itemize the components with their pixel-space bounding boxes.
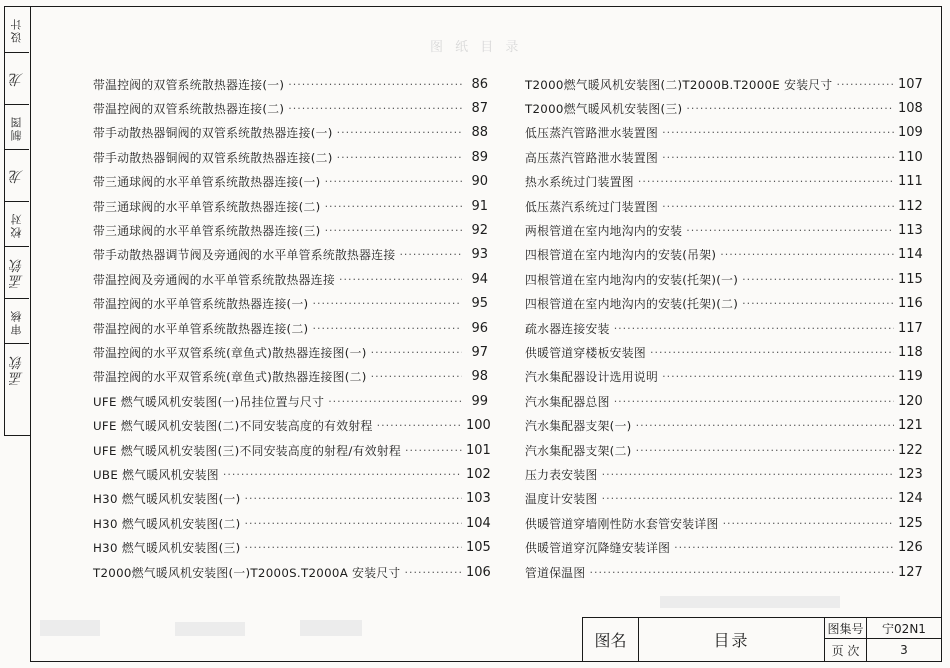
dot-leader xyxy=(662,126,894,139)
entry-page: 101 xyxy=(466,442,491,458)
toc-entry xyxy=(525,513,923,533)
dot-leader xyxy=(662,370,894,383)
entry-title: UFE 燃气暖风机安装图(三)不同安装高度的射程/有效射程 xyxy=(93,443,402,458)
signature xyxy=(5,149,29,202)
entry-title: 带三通球阀的水平单管系统散热器连接(二) xyxy=(93,199,321,214)
dot-leader xyxy=(662,200,894,213)
toc-entry xyxy=(525,562,923,582)
entry-page: 110 xyxy=(898,149,923,165)
entry-page: 119 xyxy=(898,369,923,385)
dot-leader xyxy=(325,175,462,188)
entry-title: 汽水集配器支架(二) xyxy=(525,443,632,458)
toc-entry xyxy=(93,562,491,582)
toc-entry xyxy=(525,440,923,460)
role-text: 校对 xyxy=(10,211,23,238)
entry-title: T2000燃气暖风机安装图(一)T2000S.T2000A 安装尺寸 xyxy=(93,565,401,580)
entry-page: 99 xyxy=(471,393,488,409)
dot-leader xyxy=(337,151,462,164)
page-number-label: 页 次 xyxy=(825,639,867,661)
entry-title: UFE 燃气暖风机安装图(一)吊挂位置与尺寸 xyxy=(93,394,325,409)
toc-entry xyxy=(525,172,923,192)
entry-page: 126 xyxy=(898,540,923,556)
dot-leader xyxy=(312,322,462,335)
entry-title: 汽水集配器总图 xyxy=(525,394,610,409)
toc-entry xyxy=(93,74,488,94)
entry-title: H30 燃气暖风机安装图(三) xyxy=(93,541,241,556)
entry-title: UFE 燃气暖风机安装图(二)不同安装高度的有效射程 xyxy=(93,419,373,434)
entry-title: 高压蒸汽管路泄水装置图 xyxy=(525,150,659,165)
dot-leader xyxy=(662,151,894,164)
entry-page: 105 xyxy=(466,540,491,556)
toc-entry xyxy=(93,147,488,167)
entry-page: 127 xyxy=(898,564,923,580)
entry-title: 带温控阀的水平双管系统(章鱼式)散热器连接图(二) xyxy=(93,370,367,385)
entry-page: 120 xyxy=(898,393,923,409)
dot-leader xyxy=(325,224,462,237)
entry-page: 121 xyxy=(898,418,923,434)
entry-page: 125 xyxy=(898,515,923,531)
dot-leader xyxy=(328,395,462,408)
entry-page: 107 xyxy=(898,76,923,92)
entry-page: 115 xyxy=(898,271,923,287)
entry-title: 带温控阀的双管系统散热器连接(二) xyxy=(93,101,285,116)
signature xyxy=(5,246,29,299)
toc-entry xyxy=(525,294,923,314)
entry-title: 带温控阀的双管系统散热器连接(一) xyxy=(93,77,285,92)
entry-title: T2000燃气暖风机安装图(二)T2000B.T2000E 安装尺寸 xyxy=(525,77,833,92)
entry-page: 113 xyxy=(898,222,923,238)
entry-title: 四根管道在室内地沟内的安装(吊架) xyxy=(525,248,717,263)
role-label xyxy=(5,201,29,247)
entry-title: 供暖管道穿沉降缝安装详图 xyxy=(525,541,671,556)
dot-leader xyxy=(371,370,462,383)
dot-leader xyxy=(650,346,894,359)
dot-leader xyxy=(614,395,894,408)
dot-leader xyxy=(602,492,894,505)
toc-entry xyxy=(93,513,491,533)
bleed-through-mark xyxy=(175,622,245,636)
entry-page: 108 xyxy=(898,100,923,116)
dot-leader xyxy=(638,175,894,188)
entry-page: 92 xyxy=(471,222,488,238)
toc-entry xyxy=(93,220,488,240)
entry-page: 104 xyxy=(466,515,491,531)
entry-title: T2000燃气暖风机安装图(三) xyxy=(525,101,683,116)
entry-page: 88 xyxy=(471,125,488,141)
entry-page: 117 xyxy=(898,320,923,336)
entry-title: 带手动散热器铜阀的双管系统散热器连接(一) xyxy=(93,126,333,141)
toc-entry xyxy=(93,318,488,338)
entry-title: 带手动散热器铜阀的双管系统散热器连接(二) xyxy=(93,150,333,165)
drawing-title: 目录 xyxy=(639,618,825,661)
dot-leader xyxy=(399,248,462,261)
toc-entry xyxy=(93,196,488,216)
dot-leader xyxy=(405,566,462,579)
toc-entry xyxy=(525,342,923,362)
signature-strip xyxy=(4,6,30,436)
toc-entry xyxy=(525,269,923,289)
entry-title: 管道保温图 xyxy=(525,565,586,580)
role-text: 审核 xyxy=(10,308,23,335)
entry-page: 114 xyxy=(898,247,923,263)
toc-entry xyxy=(525,367,923,387)
signature xyxy=(5,343,29,396)
entry-title: 带温控阀的水平双管系统(章鱼式)散热器连接图(一) xyxy=(93,345,367,360)
entry-title: H30 燃气暖风机安装图(二) xyxy=(93,516,241,531)
entry-page: 91 xyxy=(471,198,488,214)
toc-entry xyxy=(93,98,488,118)
signature xyxy=(5,52,29,105)
entry-page: 102 xyxy=(466,466,491,482)
toc-entry xyxy=(93,538,491,558)
entry-page: 112 xyxy=(898,198,923,214)
toc-entry xyxy=(525,464,923,484)
toc-entry xyxy=(525,74,923,94)
entry-title: 两根管道在室内地沟内的安装 xyxy=(525,223,683,238)
dot-leader xyxy=(742,297,894,310)
page-number-value: 3 xyxy=(900,643,908,657)
dot-leader xyxy=(614,322,894,335)
entry-title: 供暖管道穿墙刚性防水套管安装详图 xyxy=(525,516,719,531)
entry-title: 带手动散热器调节阀及旁通阀的水平单管系统散热器连接 xyxy=(93,248,396,263)
entry-page: 116 xyxy=(898,296,923,312)
faded-heading: 图 纸 目 录 xyxy=(430,40,523,55)
dot-leader xyxy=(377,419,462,432)
toc-entry xyxy=(93,464,491,484)
dot-leader xyxy=(337,126,462,139)
dot-leader xyxy=(288,102,462,115)
dot-leader xyxy=(371,346,462,359)
entry-title: 压力表安装图 xyxy=(525,467,598,482)
entry-page: 109 xyxy=(898,125,923,141)
entry-page: 111 xyxy=(898,174,923,190)
entry-title: 四根管道在室内地沟内的安装(托架)(二) xyxy=(525,297,739,312)
toc-entry xyxy=(93,440,491,460)
dot-leader xyxy=(405,444,462,457)
toc-entry xyxy=(93,172,488,192)
entry-title: 温度计安装图 xyxy=(525,492,598,507)
bleed-through-mark xyxy=(40,620,100,636)
dot-leader xyxy=(223,468,462,481)
entry-title: 疏水器连接安装 xyxy=(525,321,610,336)
entry-page: 96 xyxy=(471,320,488,336)
entry-title: 带温控阀及旁通阀的水平单管系统散热器连接 xyxy=(93,272,335,287)
bleed-through-mark xyxy=(660,596,840,608)
entry-title: 带温控阀的水平单管系统散热器连接(二) xyxy=(93,321,309,336)
toc-entry xyxy=(525,245,923,265)
toc-entry xyxy=(93,489,491,509)
dot-leader xyxy=(837,78,895,91)
dot-leader xyxy=(288,78,462,91)
entry-page: 87 xyxy=(471,100,488,116)
toc-entry xyxy=(525,147,923,167)
toc-entry xyxy=(93,294,488,314)
entry-title: 汽水集配器支架(一) xyxy=(525,419,632,434)
role-text: 制图 xyxy=(10,114,23,141)
toc-entry xyxy=(525,391,923,411)
entry-page: 86 xyxy=(471,76,488,92)
dot-leader xyxy=(325,200,462,213)
dot-leader xyxy=(636,419,894,432)
entry-title: 带三通球阀的水平单管系统散热器连接(一) xyxy=(93,175,321,190)
signature-text: 孟钦 xyxy=(9,354,25,386)
toc-entry xyxy=(525,538,923,558)
entry-title: 低压蒸汽系统过门装置图 xyxy=(525,199,659,214)
entry-title: 热水系统过门装置图 xyxy=(525,175,634,190)
role-label xyxy=(5,298,29,344)
entry-page: 118 xyxy=(898,344,923,360)
toc-entry xyxy=(93,416,491,436)
signature-text: 龙 xyxy=(9,168,25,184)
entry-page: 95 xyxy=(471,296,488,312)
entry-page: 98 xyxy=(471,369,488,385)
dot-leader xyxy=(245,541,462,554)
entry-page: 103 xyxy=(466,491,491,507)
toc-entry xyxy=(93,245,488,265)
role-label xyxy=(5,104,29,150)
toc-entry xyxy=(93,391,488,411)
signature-text: 龙 xyxy=(9,71,25,87)
dot-leader xyxy=(602,468,894,481)
entry-page: 90 xyxy=(471,174,488,190)
toc-entry xyxy=(93,342,488,362)
role-text: 设计 xyxy=(10,16,23,43)
entry-title: 低压蒸汽管路泄水装置图 xyxy=(525,126,659,141)
entry-title: 汽水集配器设计选用说明 xyxy=(525,370,659,385)
toc-entry xyxy=(525,196,923,216)
dot-leader xyxy=(742,273,894,286)
toc-entry xyxy=(525,123,923,143)
signature-text: 孟钦 xyxy=(9,257,25,289)
dot-leader xyxy=(312,297,462,310)
entry-page: 122 xyxy=(898,442,923,458)
dot-leader xyxy=(636,444,894,457)
drawing-name-label: 图名 xyxy=(583,618,639,661)
atlas-number-label: 图集号 xyxy=(825,618,867,639)
entry-page: 106 xyxy=(466,564,491,580)
dot-leader xyxy=(245,517,462,530)
toc-entry xyxy=(525,416,923,436)
dot-leader xyxy=(723,517,894,530)
entry-title: UBE 燃气暖风机安装图 xyxy=(93,467,219,482)
toc-entry xyxy=(525,98,923,118)
role-label xyxy=(5,7,29,52)
dot-leader xyxy=(339,273,462,286)
entry-title: H30 燃气暖风机安装图(一) xyxy=(93,492,241,507)
entry-page: 100 xyxy=(466,418,491,434)
atlas-number-value: 宁02N1 xyxy=(867,618,941,639)
title-block xyxy=(582,617,942,662)
toc-entry xyxy=(93,123,488,143)
toc-entry xyxy=(93,367,488,387)
toc-entry xyxy=(93,269,488,289)
toc-entry xyxy=(525,489,923,509)
entry-title: 供暖管道穿楼板安装图 xyxy=(525,345,646,360)
dot-leader xyxy=(590,566,895,579)
dot-leader xyxy=(686,224,894,237)
entry-page: 94 xyxy=(471,271,488,287)
dot-leader xyxy=(674,541,894,554)
dot-leader xyxy=(245,492,462,505)
entry-page: 124 xyxy=(898,491,923,507)
toc-entry xyxy=(525,318,923,338)
toc-entry xyxy=(525,220,923,240)
entry-page: 89 xyxy=(471,149,488,165)
dot-leader xyxy=(720,248,894,261)
entry-page: 93 xyxy=(471,247,488,263)
entry-page: 97 xyxy=(471,344,488,360)
bleed-through-mark xyxy=(300,620,362,636)
entry-title: 四根管道在室内地沟内的安装(托架)(一) xyxy=(525,272,739,287)
entry-title: 带温控阀的水平单管系统散热器连接(一) xyxy=(93,297,309,312)
entry-page: 123 xyxy=(898,466,923,482)
dot-leader xyxy=(686,102,894,115)
entry-title: 带三通球阀的水平单管系统散热器连接(三) xyxy=(93,223,321,238)
